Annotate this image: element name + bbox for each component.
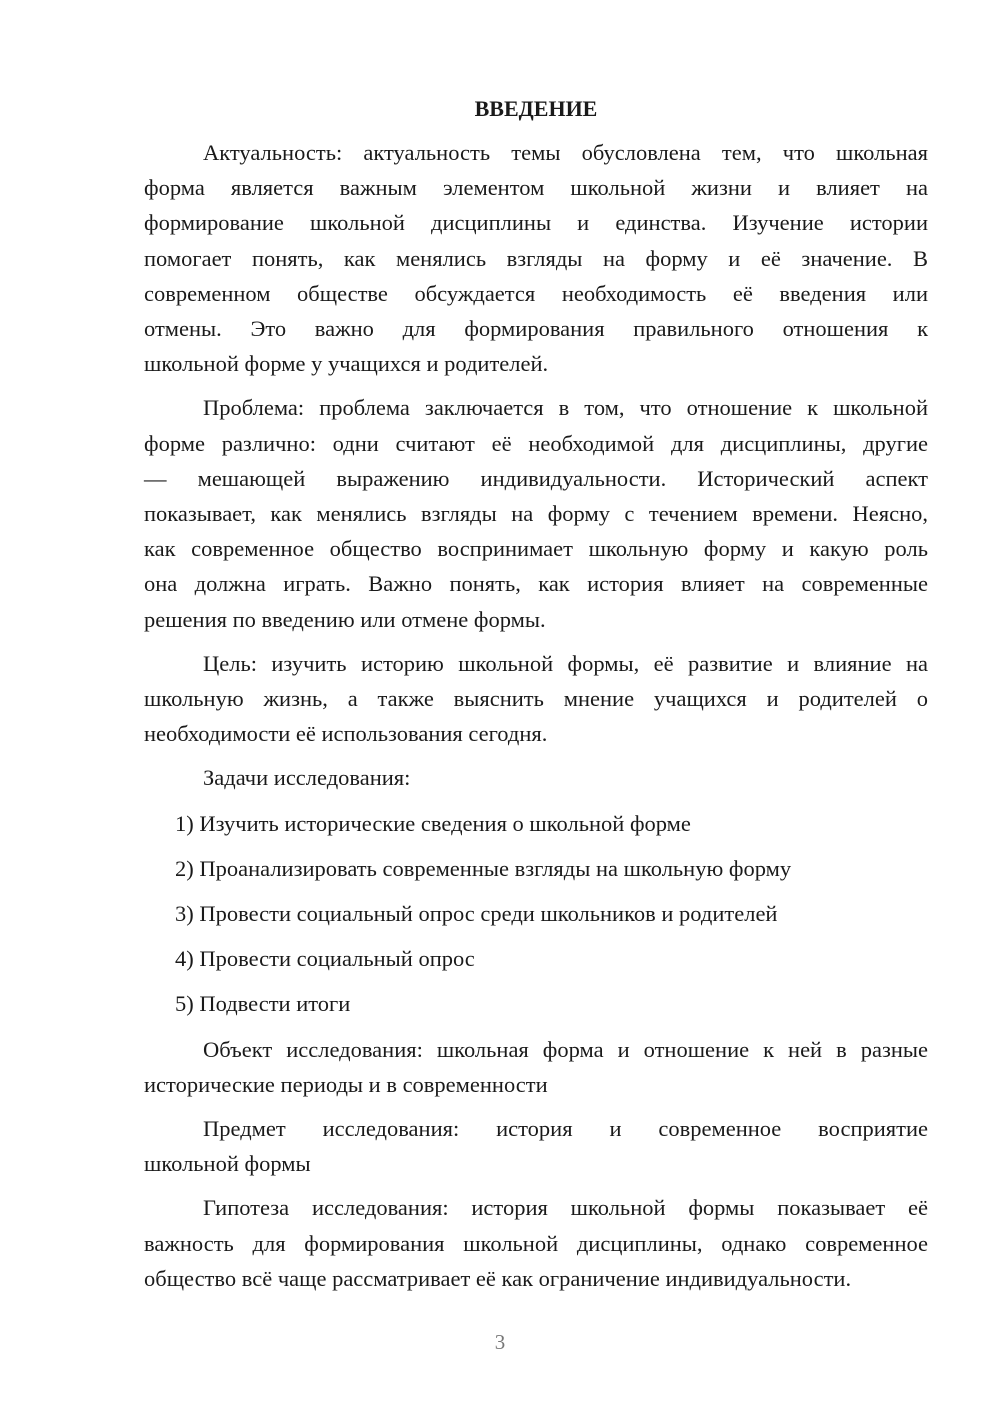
task-item: 3) Провести социальный опрос среди школьников и родителей — [175, 901, 778, 927]
paragraph-line: форма является важным элементом школьной жизни и влияет на — [144, 175, 928, 201]
paragraph-line: Проблема: проблема заключается в том, что отношение к школьной — [203, 395, 928, 421]
paragraph-line: показывает, как менялись взгляды на форму с течением времени. Неясно, — [144, 501, 928, 527]
tasks-title: Задачи исследования: — [203, 765, 411, 791]
task-item: 2) Проанализировать современные взгляды на школьную форму — [175, 855, 792, 881]
task-item: 4) Провести социальный опрос — [175, 946, 475, 972]
paragraph-line: школьную жизнь, а также выяснить мнение учащихся и родителей о — [144, 686, 928, 712]
paragraph-problem — [144, 390, 928, 636]
paragraph-line: форме различно: одни считают её необходимой для дисциплины, другие — [144, 430, 928, 456]
paragraph-line: Объект исследования: школьная форма и отношение к ней в разные — [203, 1036, 928, 1062]
paragraph-line: Предмет исследования: история и современное восприятие — [203, 1116, 928, 1142]
paragraph-line: важность для формирования школьной дисциплины, однако современное — [144, 1230, 928, 1256]
paragraph-line: Цель: изучить историю школьной формы, её развитие и влияние на — [203, 650, 928, 676]
section-heading: ВВЕДЕНИЕ — [474, 96, 598, 121]
paragraph-line: Гипотеза исследования: история школьной формы показывает её — [203, 1195, 928, 1221]
paragraph-line: решения по введению или отмене формы. — [144, 606, 546, 632]
paragraph-line: как современное общество воспринимает школьную форму и какую роль — [144, 536, 928, 562]
page-content — [144, 94, 928, 1296]
paragraph-line: Актуальность: актуальность темы обусловлена тем, что школьная — [203, 140, 928, 165]
paragraph-subject — [144, 1111, 928, 1181]
paragraph-hypothesis — [144, 1190, 928, 1296]
paragraph-line: помогает понять, как менялись взгляды на форму и её значение. В — [144, 245, 928, 271]
paragraph-line: школьной формы — [144, 1151, 311, 1177]
paragraph-goal — [144, 646, 928, 752]
paragraph-line: необходимости её использования сегодня. — [144, 721, 548, 747]
paragraph-line: исторические периоды и в современности — [144, 1071, 548, 1097]
paragraph-line: она должна играть. Важно понять, как история влияет на современные — [144, 571, 928, 597]
paragraph-line: — мешающей выражению индивидуальности. Исторический аспект — [144, 465, 928, 491]
paragraph-object — [144, 1032, 928, 1102]
paragraph-line: школьной форме у учащихся и родителей. — [144, 351, 549, 377]
paragraph-line: отмены. Это важно для формирования правильного отношения к — [144, 316, 928, 342]
paragraph-relevance — [144, 135, 928, 381]
paragraph-line: формирование школьной дисциплины и единства. Изучение истории — [144, 210, 928, 236]
page-number: 3 — [494, 1330, 506, 1354]
paragraph-line: современном обществе обсуждается необходимость её введения или — [144, 280, 928, 306]
task-item: 1) Изучить исторические сведения о школьной форме — [175, 810, 691, 836]
paragraph-line: общество всё чаще рассматривает её как ограничение индивидуальности. — [144, 1265, 852, 1291]
task-item: 5) Подвести итоги — [175, 991, 351, 1017]
